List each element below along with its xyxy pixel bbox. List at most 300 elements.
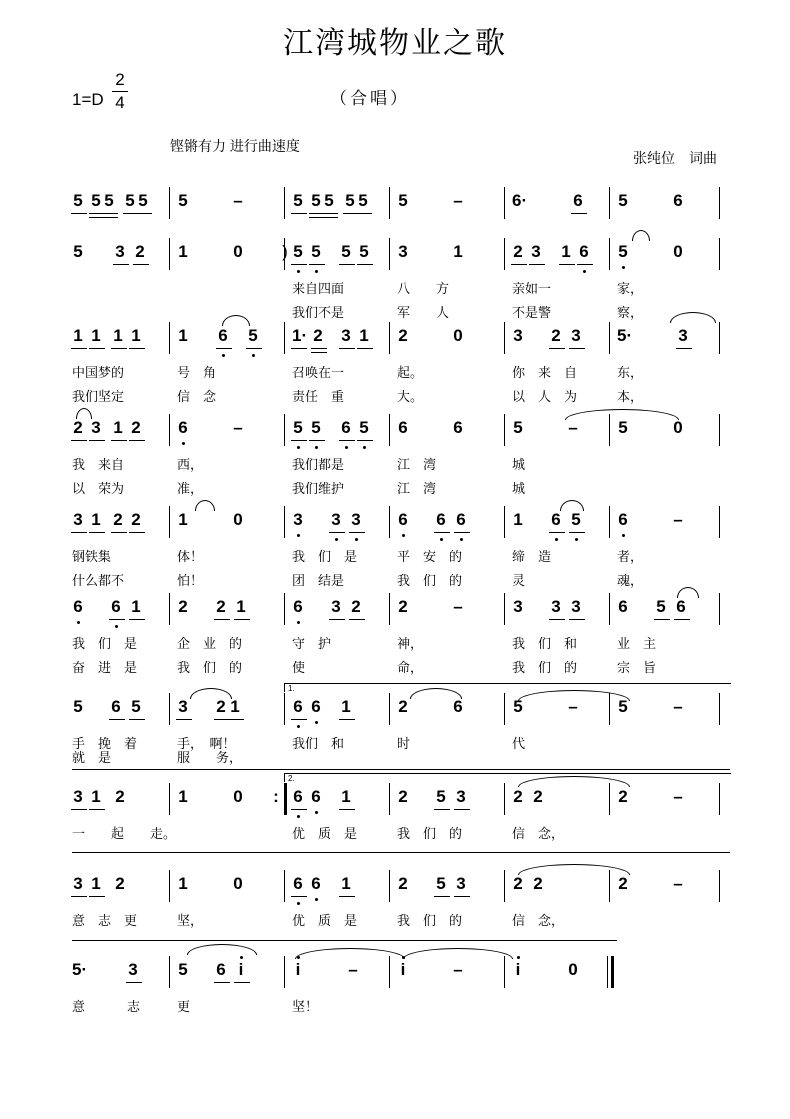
barline — [504, 414, 505, 446]
beam-underline — [111, 532, 127, 533]
octave-dot-below — [555, 538, 558, 541]
note: 0 — [233, 242, 243, 261]
beam-underline — [89, 809, 105, 810]
barline — [169, 956, 170, 988]
note: 1 — [91, 874, 101, 893]
note: 3 — [571, 597, 581, 616]
barline — [389, 414, 390, 446]
beam-underline — [291, 440, 307, 441]
note: 3 — [73, 787, 83, 806]
beam-underline — [309, 440, 325, 441]
beam-underline — [291, 264, 307, 265]
note: 0 — [568, 960, 578, 979]
note: – — [233, 418, 243, 437]
lyric-line-2: 我 们 的 — [512, 661, 578, 676]
note: 3 — [331, 510, 341, 529]
octave-dot-below — [315, 270, 318, 273]
note: 5 — [311, 191, 321, 210]
note: 6 — [579, 242, 589, 261]
lyric-line-1: 城 — [512, 458, 526, 473]
lyric-line-2: 大。 — [397, 390, 424, 405]
beam-underline — [109, 719, 125, 720]
beam-underline — [654, 619, 670, 620]
slur-tie — [195, 500, 215, 511]
note: 1 — [341, 787, 351, 806]
barline — [389, 322, 390, 354]
note: 0 — [233, 874, 243, 893]
note: 5 — [293, 191, 303, 210]
octave-dot-below — [297, 902, 300, 905]
note: – — [233, 191, 243, 210]
lyric-line-1: 代 — [512, 737, 526, 752]
note: 3 — [115, 242, 125, 261]
lyric-line-1: 西， — [177, 458, 204, 473]
note: i — [295, 960, 301, 979]
barline — [719, 693, 720, 725]
note: 1 — [513, 510, 523, 529]
repeat-mark: ) — [282, 242, 288, 261]
lyric-line-1: 江 湾 — [397, 458, 437, 473]
barline — [504, 187, 505, 219]
beam-underline — [71, 440, 87, 441]
barline — [389, 693, 390, 725]
note: 1 — [236, 597, 246, 616]
note: 1 — [91, 326, 101, 345]
note: 0 — [673, 418, 683, 437]
lyric-line-2: 我们维护 — [292, 482, 345, 497]
note: 5 — [138, 191, 148, 210]
time-divider — [112, 91, 128, 92]
slur-tie — [670, 312, 716, 323]
barline — [609, 238, 610, 270]
lyric-line-1: 你 来 自 — [512, 366, 578, 381]
note: 0 — [673, 242, 683, 261]
note: 3 — [351, 510, 361, 529]
octave-dot-below — [622, 266, 625, 269]
barline — [389, 506, 390, 538]
slur-tie — [518, 864, 630, 875]
lyric-line-2: 城 — [512, 482, 526, 497]
note: 2 — [398, 787, 408, 806]
note: 2 — [131, 418, 141, 437]
lyric-line-2: 怕！ — [177, 574, 204, 589]
beam-underline — [71, 213, 87, 214]
barline — [609, 187, 610, 219]
barline — [284, 322, 285, 354]
octave-dot-below — [402, 534, 405, 537]
note: 2 — [178, 597, 188, 616]
beam-underline — [674, 619, 690, 620]
barline — [284, 956, 285, 988]
note: 5 — [436, 874, 446, 893]
note: 1 — [131, 597, 141, 616]
note: 6 — [218, 326, 228, 345]
repeat-mark: : — [273, 787, 279, 806]
note: 5· — [72, 960, 88, 979]
note: 3 — [91, 418, 101, 437]
octave-dot-below — [297, 446, 300, 449]
time-denominator: 4 — [115, 93, 125, 112]
note: 1 — [91, 510, 101, 529]
beam-underline — [71, 348, 87, 349]
note: 5 — [341, 242, 351, 261]
lyric-line-1: 一 起 走。 — [72, 827, 177, 842]
lyric-line-2: 军 人 — [397, 306, 450, 321]
note: 6 — [311, 787, 321, 806]
beam-underline — [71, 809, 87, 810]
lyric-line-1: 我们 和 — [292, 737, 345, 752]
lyric-line-2: 灵 — [512, 574, 526, 589]
note: 5· — [617, 326, 633, 345]
note: 6 — [573, 191, 583, 210]
note: 2 — [313, 326, 323, 345]
note: 6 — [453, 697, 463, 716]
note: 6 — [293, 874, 303, 893]
beam-underline — [356, 213, 372, 214]
octave-dot-below — [315, 721, 318, 724]
note: 3 — [513, 326, 523, 345]
lyric-line-1: 缔 造 — [512, 550, 552, 565]
barline — [504, 322, 505, 354]
note: 5 — [293, 418, 303, 437]
beam-underline — [434, 896, 450, 897]
note: 2 — [513, 787, 523, 806]
octave-dot-below — [315, 446, 318, 449]
octave-dot-below — [363, 446, 366, 449]
note: – — [673, 874, 683, 893]
beam-underline — [129, 719, 145, 720]
slur-tie — [190, 688, 232, 699]
octave-dot-above — [517, 956, 520, 959]
note: 5 — [125, 191, 135, 210]
barline — [609, 322, 610, 354]
note: – — [453, 191, 463, 210]
barline — [389, 187, 390, 219]
beam-underline — [339, 264, 355, 265]
note: 5 — [398, 191, 408, 210]
barline — [169, 187, 170, 219]
lyric-line-1: 企 业 的 — [177, 637, 243, 652]
beam-underline — [89, 440, 105, 441]
barline — [169, 593, 170, 625]
beam-underline — [549, 348, 565, 349]
note: 3 — [398, 242, 408, 261]
note: 2 — [513, 242, 523, 261]
barline — [284, 693, 285, 725]
note: 3 — [456, 874, 466, 893]
lyric-line-1: 信 念， — [512, 827, 565, 842]
beam-underline — [529, 264, 545, 265]
note: 1 — [131, 326, 141, 345]
lyric-line-1: 者， — [617, 550, 644, 565]
note: 1 — [178, 874, 188, 893]
lyric-line-2: 什么都不 — [72, 574, 125, 589]
time-numerator: 2 — [115, 70, 125, 89]
divider-line — [72, 852, 730, 853]
note: 2 — [216, 697, 226, 716]
beam-underline — [349, 619, 365, 620]
note: 6 — [311, 697, 321, 716]
octave-dot-below — [297, 534, 300, 537]
beam-underline — [559, 264, 575, 265]
note: 2 — [115, 787, 125, 806]
note: 3 — [128, 960, 138, 979]
lyric-line-1: 家， — [617, 282, 644, 297]
barline — [719, 322, 720, 354]
beam-underline — [339, 440, 355, 441]
lyric-line-2: 以 人 为 — [512, 390, 578, 405]
beam-underline-double — [102, 217, 118, 218]
beam-underline — [111, 348, 127, 349]
slur-tie — [76, 408, 92, 419]
lyric-line-1: 我们都是 — [292, 458, 345, 473]
lyric-line-2: 不是警 — [512, 306, 552, 321]
slur-tie — [565, 409, 679, 420]
barline — [389, 783, 390, 815]
song-title: 江湾城物业之歌 — [283, 26, 507, 61]
barline — [389, 956, 390, 988]
lyric-line-2: 奋 进 是 — [72, 661, 138, 676]
note: 3 — [178, 697, 188, 716]
note: 1 — [230, 697, 240, 716]
volta-number: 2. — [288, 774, 295, 783]
beam-underline — [291, 348, 307, 349]
beam-underline — [454, 809, 470, 810]
note: i — [515, 960, 521, 979]
note: 0 — [233, 787, 243, 806]
note: 5 — [513, 418, 523, 437]
note: 2 — [398, 874, 408, 893]
note: 6 — [398, 418, 408, 437]
barline — [719, 593, 720, 625]
lyric-line-1: 我 们 的 — [397, 827, 463, 842]
lyric-line-1: 更 — [177, 1000, 191, 1015]
lyric-line-1: 意 — [72, 1000, 86, 1015]
beam-underline — [129, 532, 145, 533]
note: 5 — [359, 242, 369, 261]
beam-underline — [228, 719, 244, 720]
octave-dot-below — [315, 898, 318, 901]
volta-bracket — [284, 683, 731, 692]
note: 5 — [178, 960, 188, 979]
beam-underline — [246, 348, 262, 349]
lyric-line-1: 八 方 — [397, 282, 450, 297]
note: 5 — [73, 191, 83, 210]
note: 5 — [248, 326, 258, 345]
beam-underline — [89, 532, 105, 533]
lyric-line-1: 体！ — [177, 550, 204, 565]
note: 1 — [341, 874, 351, 893]
lyric-line-2: 使 — [292, 661, 306, 676]
note: 5 — [324, 191, 334, 210]
beam-underline — [136, 213, 152, 214]
note: 2 — [513, 874, 523, 893]
note: 6 — [341, 418, 351, 437]
note: 3 — [571, 326, 581, 345]
barline — [389, 238, 390, 270]
barline — [504, 956, 505, 988]
octave-dot-below — [315, 811, 318, 814]
octave-dot-below — [115, 625, 118, 628]
note: 5 — [131, 697, 141, 716]
lyric-line-2: 就 是 — [72, 751, 112, 766]
lyric-line-2: 命， — [397, 661, 424, 676]
barline — [504, 593, 505, 625]
lyric-line-2: 准， — [177, 482, 204, 497]
barline — [719, 783, 720, 815]
beam-underline — [133, 264, 149, 265]
slur-tie — [222, 315, 250, 326]
slur-tie — [677, 587, 699, 598]
beam-underline — [111, 440, 127, 441]
octave-dot-above — [240, 956, 243, 959]
beam-underline — [339, 896, 355, 897]
octave-dot-below — [575, 538, 578, 541]
note: 1 — [73, 326, 83, 345]
beam-underline — [129, 619, 145, 620]
beam-underline — [176, 719, 192, 720]
beam-underline — [126, 982, 142, 983]
note: 0 — [453, 326, 463, 345]
note: 2 — [115, 874, 125, 893]
octave-dot-below — [355, 538, 358, 541]
barline — [504, 783, 505, 815]
note: 5 — [359, 418, 369, 437]
octave-dot-below — [583, 270, 586, 273]
lyric-line-1: 钢铁集 — [72, 550, 112, 565]
lyric-line-2: 团 结是 — [292, 574, 345, 589]
beam-underline — [322, 213, 338, 214]
note: 6 — [551, 510, 561, 529]
note: 2 — [398, 697, 408, 716]
lyric-line-1: 时 — [397, 737, 411, 752]
lyric-line-2: 责任 重 — [292, 390, 345, 405]
note: – — [568, 697, 578, 716]
beam-underline — [113, 264, 129, 265]
octave-dot-below — [622, 534, 625, 537]
note: 3 — [331, 597, 341, 616]
beam-underline — [454, 532, 470, 533]
note: 5 — [436, 787, 446, 806]
beam-underline — [569, 348, 585, 349]
barline — [719, 187, 720, 219]
lyric-line-2: 我们坚定 — [72, 390, 125, 405]
barline — [169, 506, 170, 538]
note: 5 — [345, 191, 355, 210]
lyric-line-1: 坚， — [177, 914, 204, 929]
barline — [284, 870, 285, 902]
note: 6 — [456, 510, 466, 529]
note: 2 — [533, 874, 543, 893]
note: – — [673, 787, 683, 806]
beam-underline — [89, 348, 105, 349]
note: 5 — [73, 242, 83, 261]
beam-underline — [571, 213, 587, 214]
beam-underline — [291, 896, 307, 897]
note: 6 — [673, 191, 683, 210]
note: 2 — [73, 418, 83, 437]
beam-underline — [434, 809, 450, 810]
note: 5 — [311, 418, 321, 437]
note: 6 — [676, 597, 686, 616]
lyric-line-1: 手， 啊！ — [177, 737, 236, 752]
beam-underline-double — [322, 217, 338, 218]
lyric-line-1: 优 质 是 — [292, 827, 358, 842]
beam-underline — [109, 619, 125, 620]
note: 2 — [351, 597, 361, 616]
lyric-line-1: 号 角 — [177, 366, 217, 381]
beam-underline — [349, 532, 365, 533]
lyric-line-1: 东， — [617, 366, 644, 381]
beam-underline — [291, 809, 307, 810]
note: 1 — [341, 697, 351, 716]
lyric-line-2: 我们不是 — [292, 306, 345, 321]
final-barline — [607, 956, 608, 988]
barline — [609, 593, 610, 625]
note: – — [453, 597, 463, 616]
note: 1 — [178, 787, 188, 806]
octave-dot-below — [297, 270, 300, 273]
note: 1 — [91, 787, 101, 806]
note: 3 — [513, 597, 523, 616]
beam-underline — [216, 348, 232, 349]
time-signature — [112, 70, 128, 113]
barline — [169, 693, 170, 725]
note: 2 — [135, 242, 145, 261]
barline — [169, 238, 170, 270]
beam-underline — [357, 264, 373, 265]
barline — [284, 593, 285, 625]
note: 3 — [73, 874, 83, 893]
tempo-marking: 铿锵有力 进行曲速度 — [170, 138, 300, 154]
subtitle: （合唱） — [330, 89, 410, 109]
note: i — [400, 960, 406, 979]
note: 5 — [73, 697, 83, 716]
beam-underline — [311, 348, 327, 349]
note: 6 — [293, 597, 303, 616]
barline — [719, 238, 720, 270]
lyric-line-1: 神， — [397, 637, 424, 652]
note: – — [348, 960, 358, 979]
barline — [169, 322, 170, 354]
beam-underline — [291, 719, 307, 720]
lyric-line-1: 信 念， — [512, 914, 565, 929]
key-signature: 1=D — [72, 90, 104, 109]
lyric-line-1: 意 志 更 — [72, 914, 138, 929]
note: 6 — [398, 510, 408, 529]
beam-underline — [339, 719, 355, 720]
octave-dot-below — [252, 354, 255, 357]
note: 5 — [656, 597, 666, 616]
barline — [504, 693, 505, 725]
lyric-line-1: 召唤在一 — [292, 366, 345, 381]
slur-tie — [632, 230, 650, 241]
beam-underline — [511, 264, 527, 265]
volta-number: 1. — [288, 684, 295, 693]
note: 6 — [453, 418, 463, 437]
note: 0 — [233, 510, 243, 529]
lyric-line-1: 我 们 和 — [512, 637, 578, 652]
note: 3 — [293, 510, 303, 529]
lyric-line-1: 手 挽 着 — [72, 737, 138, 752]
lyric-line-1: 优 质 是 — [292, 914, 358, 929]
beam-underline — [234, 619, 250, 620]
note: 6· — [512, 191, 528, 210]
barline — [284, 187, 285, 219]
octave-dot-below — [345, 446, 348, 449]
note: 6 — [618, 510, 628, 529]
octave-dot-below — [297, 621, 300, 624]
